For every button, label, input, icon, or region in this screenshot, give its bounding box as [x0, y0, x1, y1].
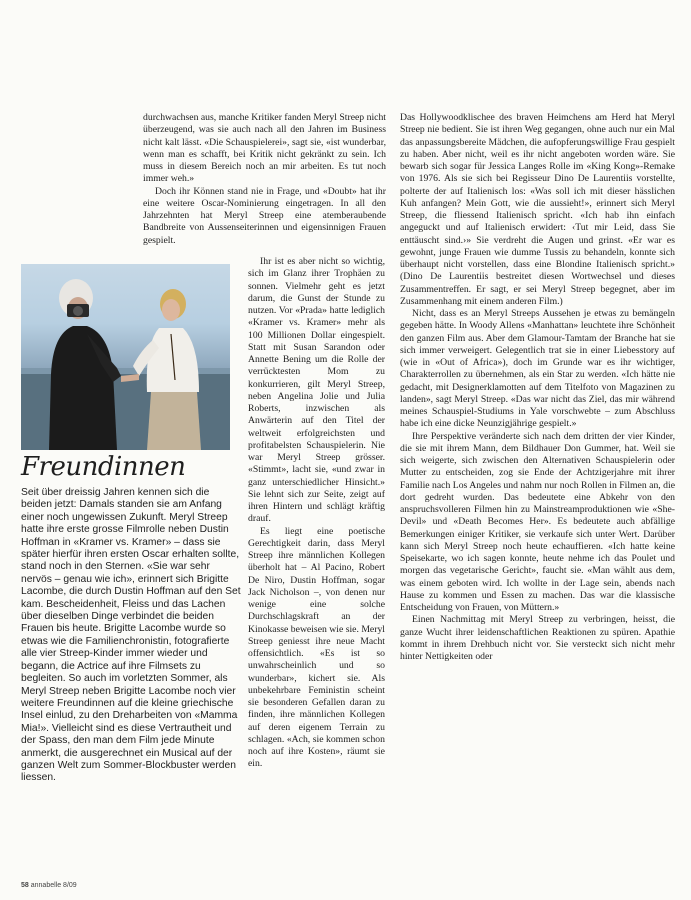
article-paragraph: Einen Nachmittag mit Meryl Streep zu verbringen, heisst, die ganze Wucht ihrer leidenschaftlichen Reaktionen zu spüren. Apathie kommt in ihrem Drehbuch nicht vor. Sie versteckt sich nicht mehr hinter Nettigkeiten oder [400, 614, 675, 662]
page-footer [21, 882, 77, 889]
article-paragraph: Das Hollywoodklischee des braven Heimchens am Herd hat Meryl Streep nie bedient. Sie ist ihren Weg gegangen, ohne auch nur ein Mal das anpassungsbereite Mädchen, die aufopferungswillige Frau gespielt zu haben. Aber nicht, weil es ihr nicht angeboten worden wäre. Sie bewarb sich sogar für Jessica Langes Rolle im «King Kong»-Remake von 1976. Als sie sich bei Regisseur Dino De Laurentiis vorstellte, polterte der auf Italienisch los: «Was soll ich mit dieser hässlichen Kuh anfangen? Mein Gott, wie die aussieht!», erinnert sich Meryl Streep, die fliessend Italienisch spricht. «Ich hab ihn einfach angeguckt und auf Italienisch erwidert: ‹Tut mir Leid, dass Sie enttäuscht sind.›» Sie verdreht die Augen und grinst. «Er war es gewohnt, junge Frauen wie dumme Tussis zu behandeln, konnte sich überhaupt nicht vorstellen, dass eine Blondine Italienisch spricht.» (Dino De Laurentiis bestreitet diesen Wortwechsel und dieses Zusammentreffen. Er sagt, er sei Meryl Streep begegnet, aber im Zusammenhang mit einem anderen Film.) [400, 112, 675, 307]
article-paragraph: Ihr ist es aber nicht so wichtig, sich im Glanz ihrer Trophäen zu sonnen. Vielmehr geht es jetzt darum, die Gunst der Stunde zu nutzen. Vor «Prada» hatte lediglich «Kramer vs. Kramer» mehr als 100 Millionen Dollar eingespielt. Statt mit Susan Sarandon oder Annette Bening um die Rolle der verrücktesten Mom zu konkurrieren, gilt Meryl Streep, neben Angelina Jolie und Julia Roberts, inzwischen als Anwärterin auf den Titel der weltweit erfolgreichsten und profitabelsten Schauspielerin. Nie war Meryl Streep grösser. «Stimmt», lacht sie, «und zwar in ganz unterschiedlicher Hinsicht.» Sie lehnt sich zur Seite, zeigt auf ihren Hintern und schlägt kräftig drauf. [248, 256, 385, 525]
article-column-1 [143, 112, 386, 247]
caption-title: Freundinnen [21, 452, 186, 482]
article-column-3 [400, 112, 675, 663]
photo-two-women-by-sea [21, 264, 230, 450]
article-paragraph: Ihre Perspektive veränderte sich nach dem dritten der vier Kinder, die sie mit ihrem Mann, dem Bildhauer Don Gummer, hat. Weil sie sich weigerte, sich zwischen den Alternativen Schauspielerin oder Mutter zu entscheiden, zog sie Ende der Achtzigerjahre mit ihrer Familie nach Los Angeles und nahm nur noch Rollen in Filmen an, die dort gedreht wurden. Das bedeutete eine Abkehr von den anspruchsvolleren Filmen hin zu Mainstreamproduktionen wie «She-Devil» und «Death Becomes Her». Es bedeutete auch abfällige Bemerkungen einiger Kritiker, sie verkaufe sich unter Wert. Darüber kann sich Meryl Streep noch heute echauffieren. «Ich hatte keine Speisekarte, wo ich sagen konnte, heute nehme ich das Poulet und morgen das vegetarische Gericht», faucht sie. «Man wählt aus dem, was einem geboten wird. Ich wollte in der Lage sein, abends nach Hause zu kommen und Essen zu machen. Das war die klassische Entscheidung von Frauen, von Müttern.» [400, 430, 675, 613]
page-number: 58 [21, 882, 29, 889]
article-paragraph: Doch ihr Können stand nie in Frage, und «Doubt» hat ihr eine weitere Oscar-Nominierung eingetragen. In all den Jahrzehnten hat Meryl Streep eine atemberaubende Bandbreite von Aussenseiterinnen und eigensinnigen Frauen gespielt. [143, 185, 386, 246]
article-paragraph: durchwachsen aus, manche Kritiker fanden Meryl Streep nicht überzeugend, was sie auch nach all den Jahren im Business nicht kalt lässt. «Die Schauspielerei», sagt sie, «ist wunderbar, wenn man es schafft, bei Kritik nicht gekränkt zu sein. Ich muss in diesem Bereich noch an mir arbeiten. Es tut noch immer weh.» [143, 112, 386, 185]
article-paragraph: Nicht, dass es an Meryl Streeps Aussehen je etwas zu bemängeln gegeben hätte. In Woody Allens «Manhattan» leuchtete ihre Schönheit den ganzen Film aus. Aber dem Glamour-Tamtam der Branche hat sie sich immer verweigert. Gelegentlich trat sie in einer Liebesstory auf (wie in «Out of Africa»), doch im Grunde war es ihr wichtiger, Charakterrollen zu übernehmen, als ein Star zu werden. «Ich hätte nie gedacht, mit Designerklamotten auf dem Titelfoto von Magazinen zu landen», sagt Meryl Streep. «Das war nicht das Ziel, das mir während meines Schauspiel-Studiums in Yale vorschwebte – zum Abschluss habe ich eine dicke Neunzigjährige gespielt.» [400, 308, 675, 430]
photo-caption: Seit über dreissig Jahren kennen sich die beiden jetzt: Damals standen sie am Anfang einer noch ungewissen Zukunft. Meryl Streep hatte ihre erste grosse Filmrolle neben Dustin Hoffman in «Kramer vs. Kramer» – dass sie später hierfür ihren ersten Oscar erhalten sollte, stand noch in den Sternen. «Sie war sehr nervös – genau wie ich», erinnert sich Brigitte Lacombe, die durch Dustin Hoffman auf den Set kam. Bescheidenheit, Fleiss und das Lachen über dieselben Dinge verbindet die beiden Frauen bis heute. Brigitte Lacombe wurde so etwas wie die Familienchronistin, fotografierte alle vier Streep-Kinder immer wieder und begann, die Actrice auf ihre Filmsets zu begleiten. So auch im vorletzten Sommer, als Meryl Streep neben Brigitte Lacombe noch vier weitere Freundinnen auf die kleine griechische Insel einlud, zu den Dreharbeiten von «Mamma Mia!». Vielleicht sind es diese Vertrautheit und der Spass, den man dem Film jede Minute anmerkt, die ausgerechnet ein Musical auf der ganzen Welt zum Sommer-Blockbuster werden liessen. [21, 487, 241, 784]
article-column-2 [248, 256, 385, 771]
publication-name: annabelle 8/09 [30, 882, 77, 889]
article-paragraph: Es liegt eine poetische Gerechtigkeit darin, dass Meryl Streep ihre männlichen Kollegen überholt hat – Al Pacino, Robert De Niro, Dustin Hoffman, sogar Jack Nicholson –, von denen nur wenige eine solche Durchschlagskraft an der Kinokasse beweisen wie sie. Meryl Streep geniesst ihre neue Macht offensichtlich. «Es ist so unwahrscheinlich und so wunderbar», kichert sie. Als unbekehrbare Feministin scheint sie besonderen Gefallen daran zu finden, ihre männlichen Kollegen auf deren eigenem Terrain zu schlagen. «Ach, sie kommen schon noch auf ihre Kosten», räumt sie ein. [248, 525, 385, 770]
photo-illustration [21, 264, 230, 450]
